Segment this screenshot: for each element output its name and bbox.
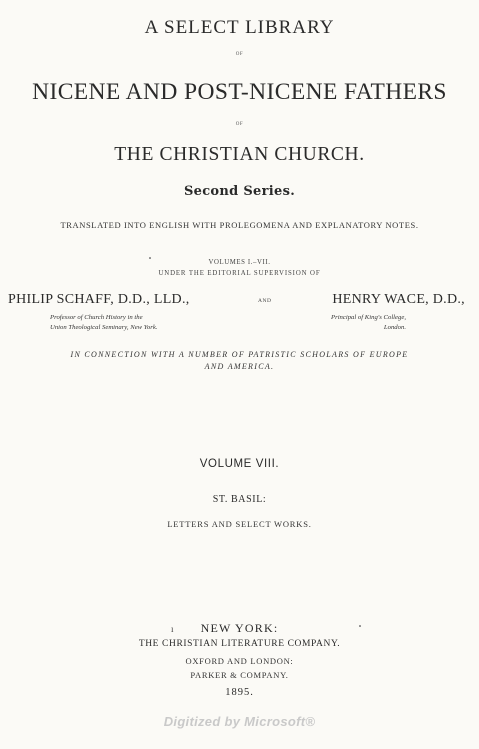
print-mark: ı	[171, 624, 174, 634]
editor-schaff-affiliation	[50, 313, 158, 332]
editor-schaff-note-line1: Professor of Church History in the	[50, 314, 143, 321]
series-label: Second Series.	[183, 184, 296, 199]
title-line-church: THE CHRISTIAN CHURCH.	[114, 144, 365, 165]
connection-line-1: IN CONNECTION WITH A NUMBER OF PATRISTIC SCHOLARS OF EUROPE	[70, 350, 409, 359]
volume-subtitle: LETTERS AND SELECT WORKS.	[167, 519, 312, 529]
speck-mark	[149, 257, 151, 259]
translation-note: TRANSLATED INTO ENGLISH WITH PROLEGOMENA AND EXPLANATORY NOTES.	[60, 220, 419, 230]
imprint-publisher: THE CHRISTIAN LITERATURE COMPANY.	[138, 639, 341, 649]
volumes-range: VOLUMES I.–VII.	[208, 259, 271, 266]
imprint-cities-2: OXFORD AND LONDON:	[185, 656, 294, 666]
volume-number: VOLUME VIII.	[199, 458, 280, 470]
editorial-supervision: UNDER THE EDITORIAL SUPERVISION OF	[158, 270, 321, 277]
title-of-1: OF	[235, 52, 244, 57]
title-of-2: OF	[235, 122, 244, 127]
title-line-select-library: A SELECT LIBRARY	[144, 17, 335, 38]
connection-line-2: AND AMERICA.	[204, 362, 275, 371]
editor-schaff-name: PHILIP SCHAFF, D.D., LLD.,	[8, 292, 190, 307]
editor-wace-name: HENRY WACE, D.D.,	[332, 292, 465, 307]
title-line-fathers: NICENE AND POST-NICENE FATHERS	[32, 79, 447, 105]
imprint-publisher-2: PARKER & COMPANY.	[190, 670, 289, 680]
editors-conjunction: AND	[258, 298, 272, 304]
editor-wace-note-line2: London.	[383, 323, 406, 331]
imprint-city: NEW YORK:	[200, 621, 279, 635]
imprint-year: 1895.	[225, 687, 254, 698]
editor-schaff-note-line2: Union Theological Seminary, New York.	[50, 323, 158, 331]
editor-wace-note-line1: Principal of King's College,	[331, 314, 406, 321]
digitization-watermark: Digitized by Microsoft®	[163, 714, 316, 729]
editor-wace-affiliation	[331, 313, 406, 332]
speck-mark	[359, 625, 361, 627]
author-name: ST. BASIL:	[212, 494, 267, 505]
